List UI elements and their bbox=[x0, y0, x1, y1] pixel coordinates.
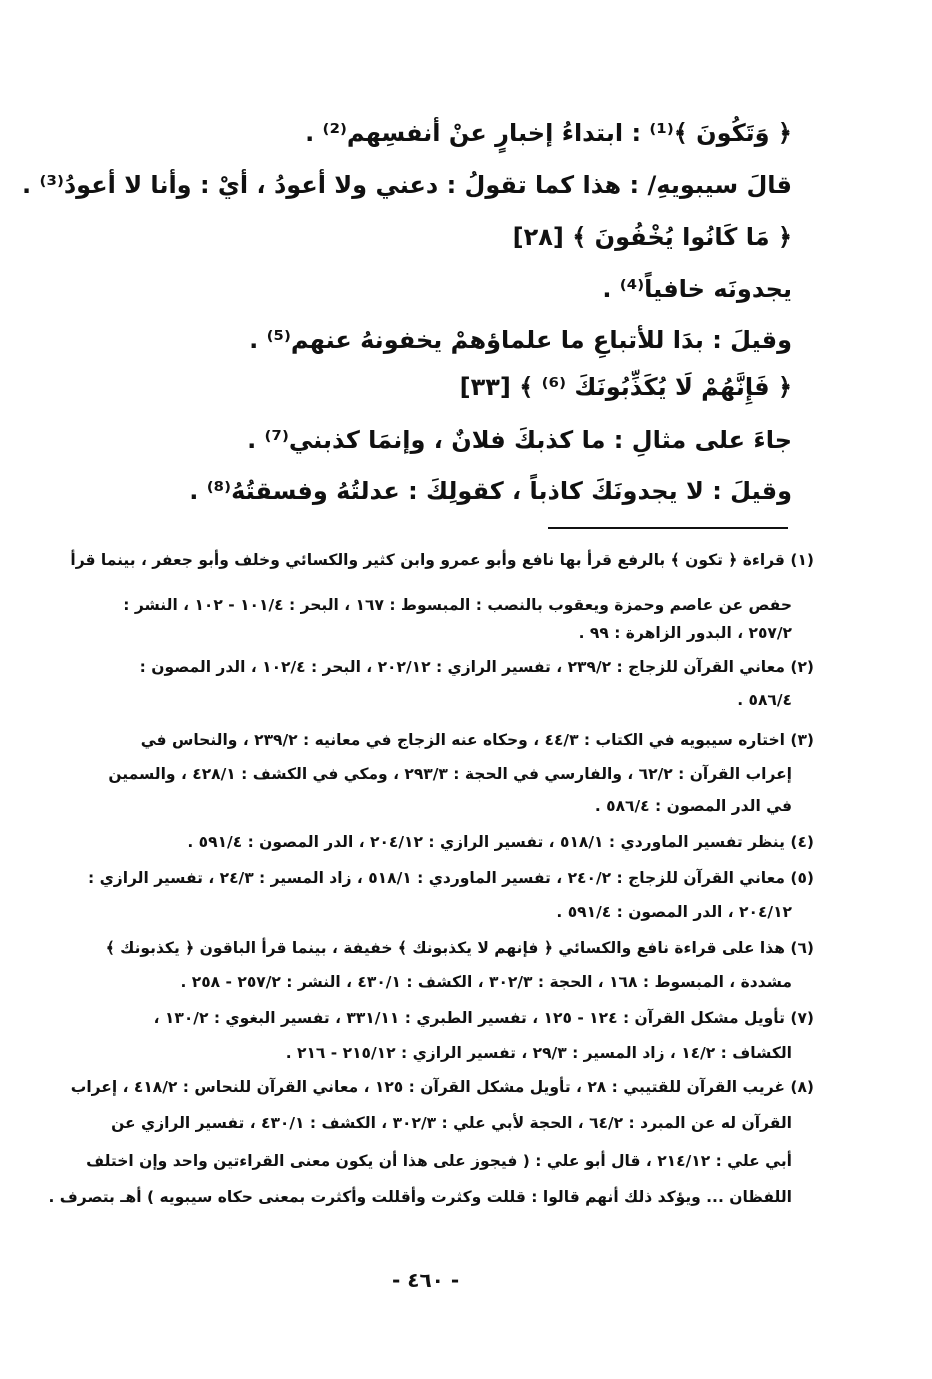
footnote-3-line-1: (٣) اختاره سيبويه في الكتاب : ٤٤/٣ ، وحكاه عنه الزجاج في معانيه : ٢٣٩/٢ ، والنحاس في bbox=[140, 731, 814, 749]
footnote-1-line-1: (١) قراءة ﴿ تكون ﴾ بالرفع قرأ بها نافع وأبو عمرو وابن كثير والكسائي وخلف وأبو جعفر ، بينما قرأ bbox=[70, 551, 814, 569]
footnote-4-line-1: (٤) ينظر تفسير الماوردي : ٥١٨/١ ، تفسير الرازي : ٢٠٤/١٢ ، الدر المصون : ٥٩١/٤ . bbox=[187, 833, 814, 851]
footnote-6-line-1: (٦) هذا على قراءة نافع والكسائي ﴿ فإنهم لا يكذبونك ﴾ خفيفة ، بينما قرأ الباقون ﴿ يكذبونك ﴾ bbox=[105, 939, 814, 957]
main-line-7: جاءَ على مثالِ : ما كذبكَ فلانٌ ، وإنمَا كذبني⁽⁷⁾ . bbox=[247, 426, 792, 454]
footnote-2-line-1: (٢) معاني القرآن للزجاج : ٢٣٩/٢ ، تفسير الرازي : ٢٠٢/١٢ ، البحر : ١٠٢/٤ ، الدر المصون : bbox=[139, 658, 814, 676]
footnote-separator bbox=[548, 527, 788, 529]
main-line-6: ﴿ فَإِنَّهُمْ لَا يُكَذِّبُونَكَ ⁽⁶⁾ ﴾ [٣٣] bbox=[459, 373, 792, 401]
main-line-1: ﴿ وَتَكُونَ ﴾⁽¹⁾ : ابتداءُ إخبارٍ عنْ أنفسِهم⁽²⁾ . bbox=[305, 119, 792, 147]
footnote-5-line-1: (٥) معاني القرآن للزجاج : ٢٤٠/٢ ، تفسير الماوردي : ٥١٨/١ ، زاد المسير : ٢٤/٣ ، تفسير الرازي : bbox=[88, 869, 814, 887]
footnote-7-line-2: الكشاف : ١٤/٢ ، زاد المسير : ٢٩/٣ ، تفسير الرازي : ٢١٥/١٢ - ٢١٦ . bbox=[285, 1044, 792, 1062]
footnote-7-line-1: (٧) تأويل مشكل القرآن : ١٢٤ - ١٢٥ ، تفسير الطبري : ٣٣١/١١ ، تفسير البغوي : ١٣٠/٢ ، bbox=[153, 1009, 814, 1027]
footnote-8-line-1: (٨) غريب القرآن للقتيبي : ٢٨ ، تأويل مشكل القرآن : ١٢٥ ، معاني القرآن للنحاس : ٤١٨/٢ ، إعراب bbox=[70, 1078, 814, 1096]
footnote-8-line-2: القرآن له عن المبرد : ٦٤/٢ ، الحجة لأبي علي : ٣٠٢/٣ ، الكشف : ٤٣٠/١ ، تفسير الرازي عن bbox=[111, 1114, 792, 1132]
main-line-3: ﴿ مَا كَانُوا يُخْفُونَ ﴾ [٢٨] bbox=[512, 223, 792, 251]
page-number: - ٤٦٠ - bbox=[392, 1268, 460, 1292]
footnote-8-line-4: اللفظان ... ويؤكد ذلك أنهم قالوا : قللت وكثرت وأقللت وأكثرت بمعنى حكاه سيبويه ) أهـ بتصرف . bbox=[48, 1188, 792, 1206]
main-line-8: وقيلَ : لا يجدونَكَ كاذباً ، كقولِكَ : عدلتُهُ وفسقتُهُ⁽⁸⁾ . bbox=[189, 477, 792, 505]
footnote-8-line-3: أبي علي : ٢١٤/١٢ ، قال أبو علي : ( فيجوز على هذا أن يكون معنى القراءتين واحد وإن اختلف bbox=[86, 1152, 792, 1170]
footnote-2-line-2: ٥٨٦/٤ . bbox=[737, 691, 792, 709]
main-line-5: وقيلَ : بدَا للأتباعِ ما علماؤهمْ يخفونهُ عنهم⁽⁵⁾ . bbox=[249, 326, 792, 354]
main-line-4: يجدونَه خافياً⁽⁴⁾ . bbox=[602, 275, 792, 303]
footnote-3-line-2: إعراب القرآن : ٦٢/٢ ، والفارسي في الحجة : ٢٩٣/٣ ، ومكي في الكشف : ٤٢٨/١ ، والسمين bbox=[108, 765, 792, 783]
footnote-5-line-2: ٢٠٤/١٢ ، الدر المصون : ٥٩١/٤ . bbox=[556, 903, 792, 921]
footnote-3-line-3: في الدر المصون : ٥٨٦/٤ . bbox=[594, 797, 792, 815]
footnote-1-line-2: حفص عن عاصم وحمزة ويعقوب بالنصب : المبسوط : ١٦٧ ، البحر : ١٠١/٤ - ١٠٢ ، النشر : bbox=[123, 596, 792, 614]
footnote-6-line-2: مشددة ، المبسوط : ١٦٨ ، الحجة : ٣٠٢/٣ ، الكشف : ٤٣٠/١ ، النشر : ٢٥٧/٢ - ٢٥٨ . bbox=[180, 973, 792, 991]
footnote-1-line-3: ٢٥٧/٢ ، البدور الزاهرة : ٩٩ . bbox=[578, 624, 792, 642]
main-line-2: قالَ سيبويهِ/ : هذا كما تقولُ : دعني ولا أعودُ ، أيْ : وأنا لا أعودُ⁽³⁾ . bbox=[22, 171, 792, 199]
